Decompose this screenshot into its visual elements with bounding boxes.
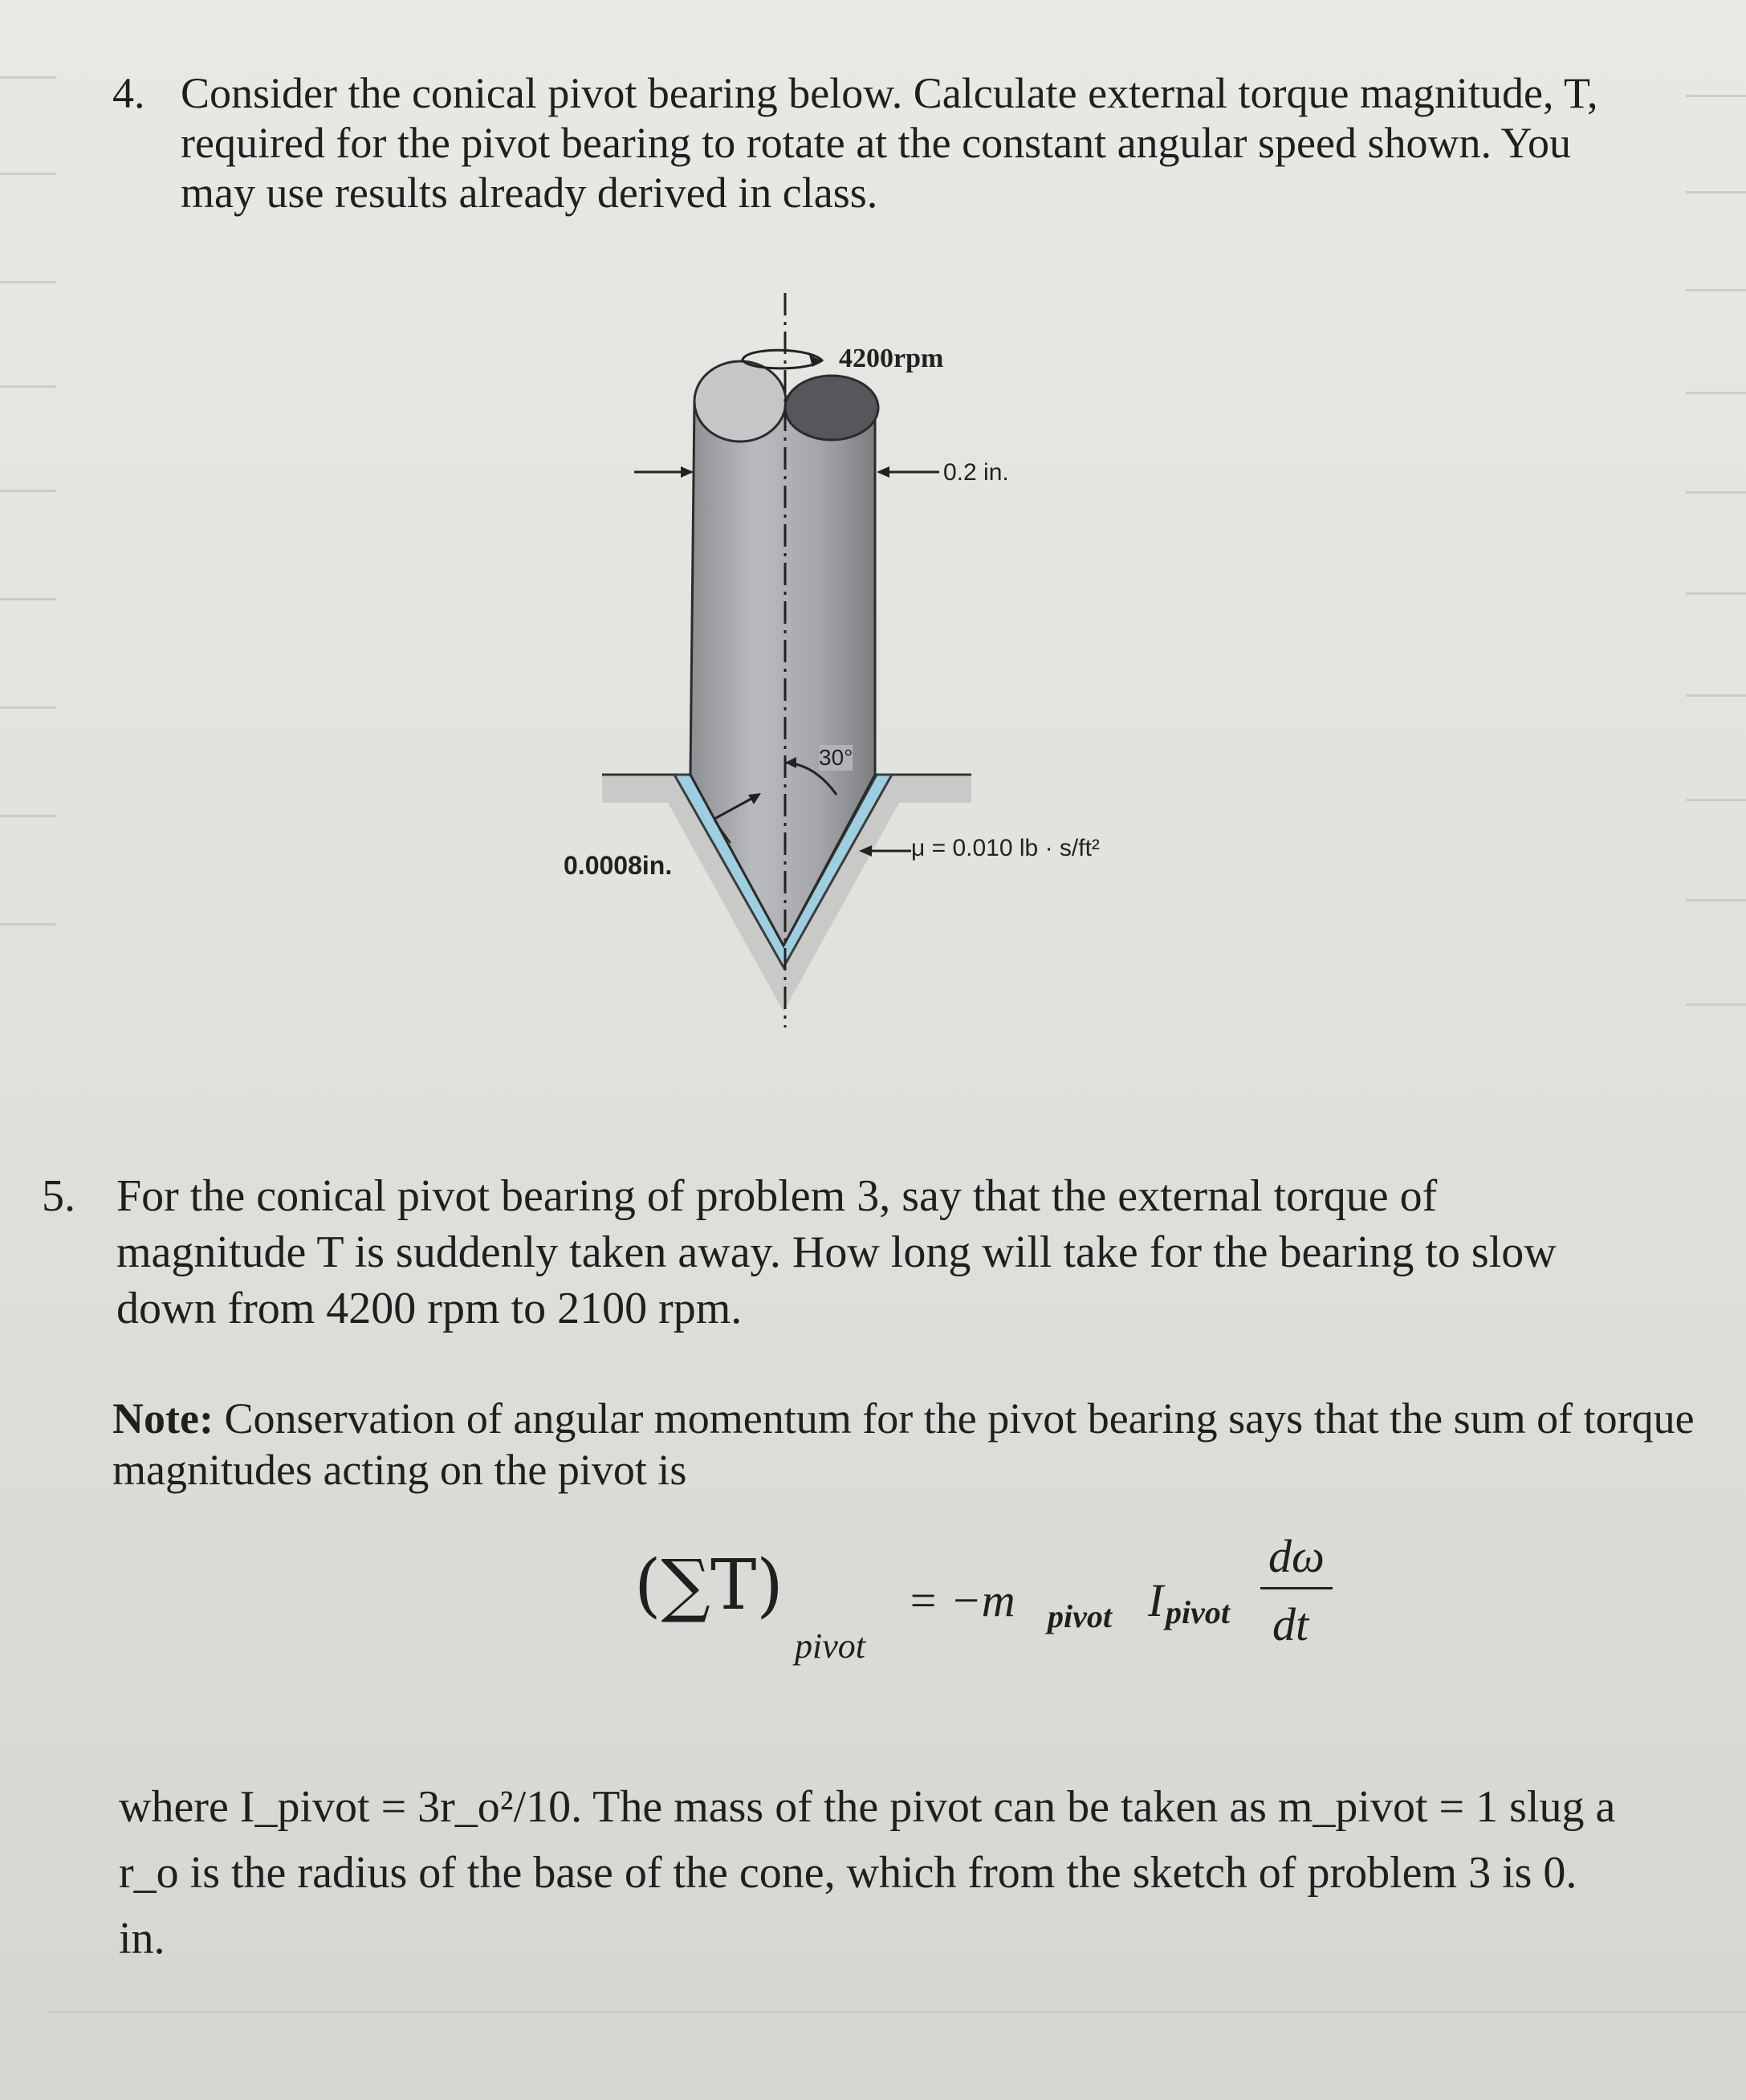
margin-line <box>0 923 56 926</box>
equation-rhs-I: I <box>1148 1574 1164 1626</box>
bottom-line-1: where I_pivot = 3r_o²/10. The mass of the pivot can be taken as m_pivot = 1 slug a <box>119 1782 1616 1832</box>
pivot-bearing-figure <box>546 289 1156 1044</box>
margin-line <box>0 281 56 283</box>
fraction-bar <box>1260 1587 1333 1589</box>
note-label: Note: <box>112 1394 214 1443</box>
problem-4-line-2: required for the pivot bearing to rotate at the constant angular speed shown. You <box>181 119 1572 167</box>
bottom-paragraph <box>119 1774 1746 1972</box>
shaft-top-light <box>694 361 786 442</box>
problem-5-number: 5. <box>42 1171 75 1221</box>
margin-line <box>1686 289 1746 291</box>
problem-5-line-3: down from 4200 rpm to 2100 rpm. <box>116 1284 743 1333</box>
margin-line <box>0 815 56 817</box>
margin-line <box>1686 95 1746 97</box>
equation-fraction-denominator: dt <box>1272 1598 1309 1650</box>
pivot-bearing-diagram <box>546 289 1156 1044</box>
margin-line <box>0 173 56 175</box>
margin-line <box>1686 592 1746 595</box>
problem-4 <box>112 68 1678 218</box>
equation-lhs-subscript: pivot <box>795 1626 865 1666</box>
margin-line <box>0 76 56 79</box>
bottom-line-3: in. <box>119 1914 165 1964</box>
note-paragraph <box>112 1393 1710 1496</box>
equation-m-subscript: pivot <box>1048 1598 1112 1634</box>
margin-line <box>1686 1003 1746 1006</box>
margin-line <box>1686 191 1746 193</box>
equation-fraction-numerator: dω <box>1268 1530 1325 1582</box>
margin-line <box>0 385 56 388</box>
equation-I-subscript: pivot <box>1166 1594 1230 1630</box>
margin-line <box>0 706 56 709</box>
viscosity-label: μ = 0.010 lb · s/ft² <box>911 835 1100 861</box>
equation-rhs-m: = −m <box>907 1574 1015 1626</box>
gap-label: 0.0008in. <box>564 851 673 880</box>
problem-4-line-3: may use results already derived in class. <box>181 169 878 217</box>
margin-line <box>1686 899 1746 901</box>
problem-5-line-1: For the conical pivot bearing of problem 3, say that the external torque of <box>116 1171 1438 1221</box>
shaft-top-dark <box>785 376 878 440</box>
angle-label: 30° <box>819 745 853 770</box>
margin-line <box>1686 799 1746 801</box>
equation-lhs: (∑T) <box>634 1545 783 1626</box>
problem-5 <box>42 1168 1711 1337</box>
margin-line <box>1686 694 1746 697</box>
page-rule <box>48 2011 1746 2012</box>
margin-line <box>1686 491 1746 494</box>
margin-line <box>1686 392 1746 394</box>
speed-label: 4200rpm <box>839 344 944 373</box>
note-text: Conservation of angular momentum for the pivot bearing says that the sum of torque magnitudes acting on the pivot is <box>112 1394 1695 1494</box>
problem-5-line-2: magnitude T is suddenly taken away. How long will take for the bearing to slow <box>116 1227 1557 1277</box>
problem-4-line-1: Consider the conical pivot bearing below. Calculate external torque magnitude, T, <box>181 69 1598 117</box>
problem-4-number: 4. <box>112 69 145 117</box>
bottom-line-2: r_o is the radius of the base of the cone, which from the sketch of problem 3 is 0. <box>119 1848 1577 1898</box>
margin-line <box>0 598 56 600</box>
diameter-label: 0.2 in. <box>943 459 1009 486</box>
angular-momentum-equation <box>634 1529 1357 1690</box>
margin-line <box>0 490 56 492</box>
